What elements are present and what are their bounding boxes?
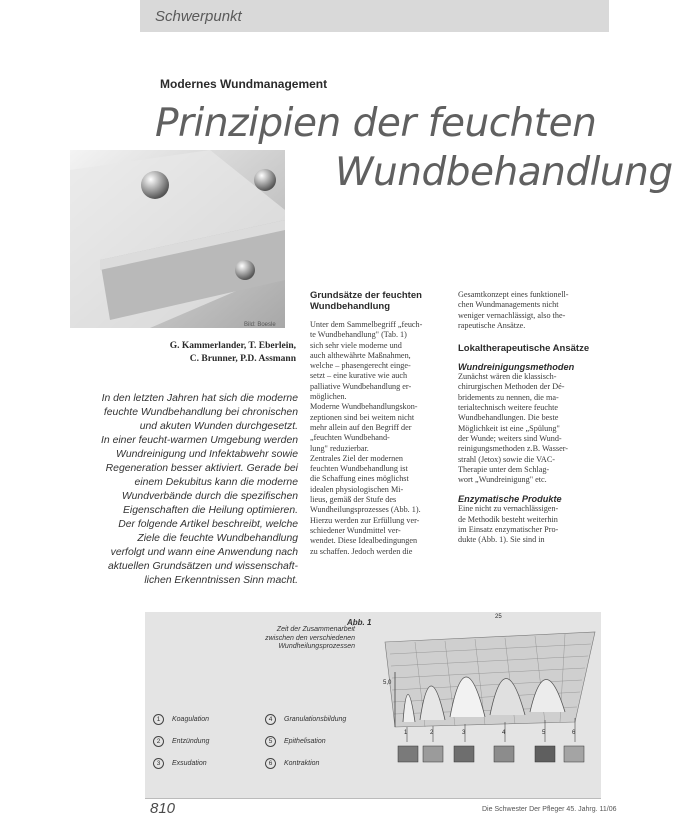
journal-reference: Die Schwester Der Pfleger 45. Jahrg. 11/06 (482, 806, 617, 813)
body-line: wort „Wundreinigung" etc. (458, 475, 547, 485)
lead-paragraph (70, 392, 298, 588)
body-line: sich sehr viele moderne und (310, 340, 402, 350)
body-line: der Wunde; weiters sind Wund- (458, 433, 562, 443)
body-line: te Wundbehandlung" (Tab. 1) (310, 330, 407, 340)
lead-line: In einer feucht-warmen Umgebung werden (101, 435, 298, 446)
lead-line: aktuellen Grundsätzen und wissenschaft- (107, 561, 298, 572)
column-1-heading (310, 290, 460, 312)
heading-line: Grundsätze der feuchten (310, 290, 422, 301)
body-line: zu schaffen. Jedoch werden die (310, 546, 413, 556)
body-line: rapeutische Ansätze. (458, 320, 526, 330)
body-line: im Einsatz enzymatischer Pro- (458, 525, 559, 535)
legend-number: 6 (265, 758, 276, 769)
body-line: setzt – eine kurative wie auch (310, 371, 408, 381)
body-line: weniger vernachlässigt, also the- (458, 310, 566, 320)
lead-line: und akuten Wunden durchgesetzt. (139, 421, 298, 432)
author-list (150, 340, 296, 366)
step-label: 1 (404, 730, 408, 736)
body-line: welche – phasengerecht einge- (310, 361, 411, 371)
body-line: zeptionen sind bei weitem nicht (310, 412, 415, 422)
section-heading: Lokaltherapeutische Ansätze (458, 343, 590, 355)
step-label: 5 (542, 730, 546, 736)
body-line: auch althewährte Maßnahmen, (310, 350, 411, 360)
column-2 (458, 290, 603, 546)
legend-number: 2 (153, 736, 164, 747)
figure-caption (255, 626, 355, 652)
step-label: 2 (430, 730, 434, 736)
step-label: 6 (572, 730, 576, 736)
body-line: Gesamtkonzept eines funktionell- (458, 290, 569, 299)
body-line: lieus, gemäß der Stufe des (310, 495, 397, 505)
body-line: Wundbehandlungen. Die beste (458, 413, 559, 423)
figure-label: Abb. 1 (347, 618, 372, 627)
lead-line: verfolgt und wann eine Anwendung nach (110, 547, 298, 558)
body-line: de Methodik besteht weiterhin (458, 514, 558, 524)
photo-credit: Bild: Boesle (244, 322, 276, 328)
legend-item (265, 758, 319, 769)
figure-panel (145, 612, 601, 798)
step-label: 4 (502, 730, 506, 736)
legend-text: Exsudation (172, 760, 207, 767)
body-line: chen Wundmanagements nicht (458, 300, 559, 310)
tissue-thumbnails (398, 746, 584, 762)
lead-line: Der folgende Artikel beschreibt, welche (118, 519, 298, 530)
body-line: reinigungsmethoden z.B. Wasser- (458, 444, 568, 454)
caption-line: Wundheilungsprozessen (278, 643, 355, 650)
article-kicker: Modernes Wundmanagement (160, 77, 328, 91)
body-line: die Schaffung eines möglichst (310, 474, 409, 484)
body-line: möglichen. (310, 392, 347, 402)
body-line: Zentrales Ziel der modernen (310, 453, 403, 463)
article-photo (70, 150, 285, 328)
subsection-heading: Wundreinigungsmethoden (458, 362, 575, 373)
legend-number: 3 (153, 758, 164, 769)
axis-top-label: 25 (495, 614, 502, 620)
subsection-heading: Enzymatische Produkte (458, 494, 562, 505)
body-line: bridements zu nennen, die ma- (458, 392, 559, 402)
body-line: mehr allein auf den Begriff der (310, 422, 412, 432)
wound-healing-diagram (145, 612, 601, 798)
body-line: schiedener Wundmittel ver- (310, 525, 401, 535)
caption-line: zwischen den verschiedenen (265, 634, 355, 642)
body-line: palliative Wundbehandlung er- (310, 381, 412, 391)
lead-line: Wundreinigung und Infektabwehr sowie (116, 449, 298, 460)
heading-line: Wundbehandlung (310, 301, 391, 312)
body-line: „feuchten Wundbehand- (310, 433, 390, 443)
lead-line: Regeneration besser aktiviert. Gerade bei (105, 463, 298, 474)
lead-line: Ziele die feuchte Wundbehandlung (137, 533, 298, 544)
article-title-line-2: Wundbehandlung (335, 150, 673, 195)
section-rubric: Schwerpunkt (155, 8, 242, 25)
column-2-intro (458, 290, 600, 331)
body-line: chirurgischen Methoden der Dé- (458, 382, 565, 392)
diagram-plane (385, 632, 595, 727)
body-line: Hierzu werden zur Erfüllung ver- (310, 515, 420, 525)
body-line: Moderne Wundbehandlungskon- (310, 402, 418, 412)
body-line: Unter dem Sammelbegriff „feuch- (310, 320, 423, 329)
caption-line: Zeit der Zusammenarbeit (276, 626, 355, 633)
column-2-body-1 (458, 372, 600, 485)
article-title-line-1: Prinzipien der feuchten (155, 101, 597, 146)
body-line: lung" reduzierbar. (310, 443, 369, 453)
lead-line: feuchte Wundbehandlung bei chronischen (103, 407, 298, 418)
body-line: wendet. Diese Idealbedingungen (310, 536, 418, 546)
legend-text: Epithelisation (284, 738, 326, 745)
author-line: G. Kammerlander, T. Eberlein, (169, 341, 296, 351)
legend-number: 1 (153, 714, 164, 725)
lead-line: einem Dekubitus kann die moderne (134, 477, 298, 488)
legend-item (153, 736, 209, 747)
legend-item (265, 736, 326, 747)
column-1 (310, 290, 460, 557)
lead-line: Wundverbände durch die spezifischen (121, 491, 298, 502)
body-line: dukte (Abb. 1). Sie sind in (458, 535, 545, 545)
body-line: Therapie unter dem Schlag- (458, 464, 550, 474)
legend-text: Entzündung (172, 738, 210, 745)
column-1-body (310, 320, 450, 557)
legend-number: 4 (265, 714, 276, 725)
legend-text: Kontraktion (284, 760, 320, 767)
page-number: 810 (150, 800, 176, 817)
axis-left-label: 5,0 (383, 680, 392, 686)
author-line: C. Brunner, P.D. Assmann (189, 354, 296, 364)
body-line: idealen physiologischen Mi- (310, 484, 404, 494)
lead-line: lichen Erkenntnissen Sinn macht. (144, 575, 298, 586)
legend-item (153, 714, 209, 725)
body-line: Zunächst wären die klassisch- (458, 372, 557, 382)
lead-line: Eigenschaften die Heilung optimieren. (122, 505, 298, 516)
body-line: feuchten Wundbehandlung ist (310, 464, 408, 474)
body-line: strahl (Jetox) sowie die VAC- (458, 454, 556, 464)
column-2-body-2 (458, 504, 600, 545)
body-line: terialtechnisch weitere feuchte (458, 403, 559, 413)
body-line: Eine nicht zu vernachlässigen- (458, 504, 559, 514)
legend-item (265, 714, 346, 725)
legend-item (153, 758, 207, 769)
footer-rule (145, 798, 601, 799)
step-label: 3 (462, 730, 466, 736)
legend-text: Granulationsbildung (284, 716, 347, 723)
legend-number: 5 (265, 736, 276, 747)
legend-text: Koagulation (172, 716, 209, 723)
lead-line: In den letzten Jahren hat sich die moderne (101, 393, 298, 404)
body-line: Möglichkeit ist eine „Spülung" (458, 423, 560, 433)
body-line: Wundheilungsprozesses (Abb. 1). (310, 505, 421, 515)
